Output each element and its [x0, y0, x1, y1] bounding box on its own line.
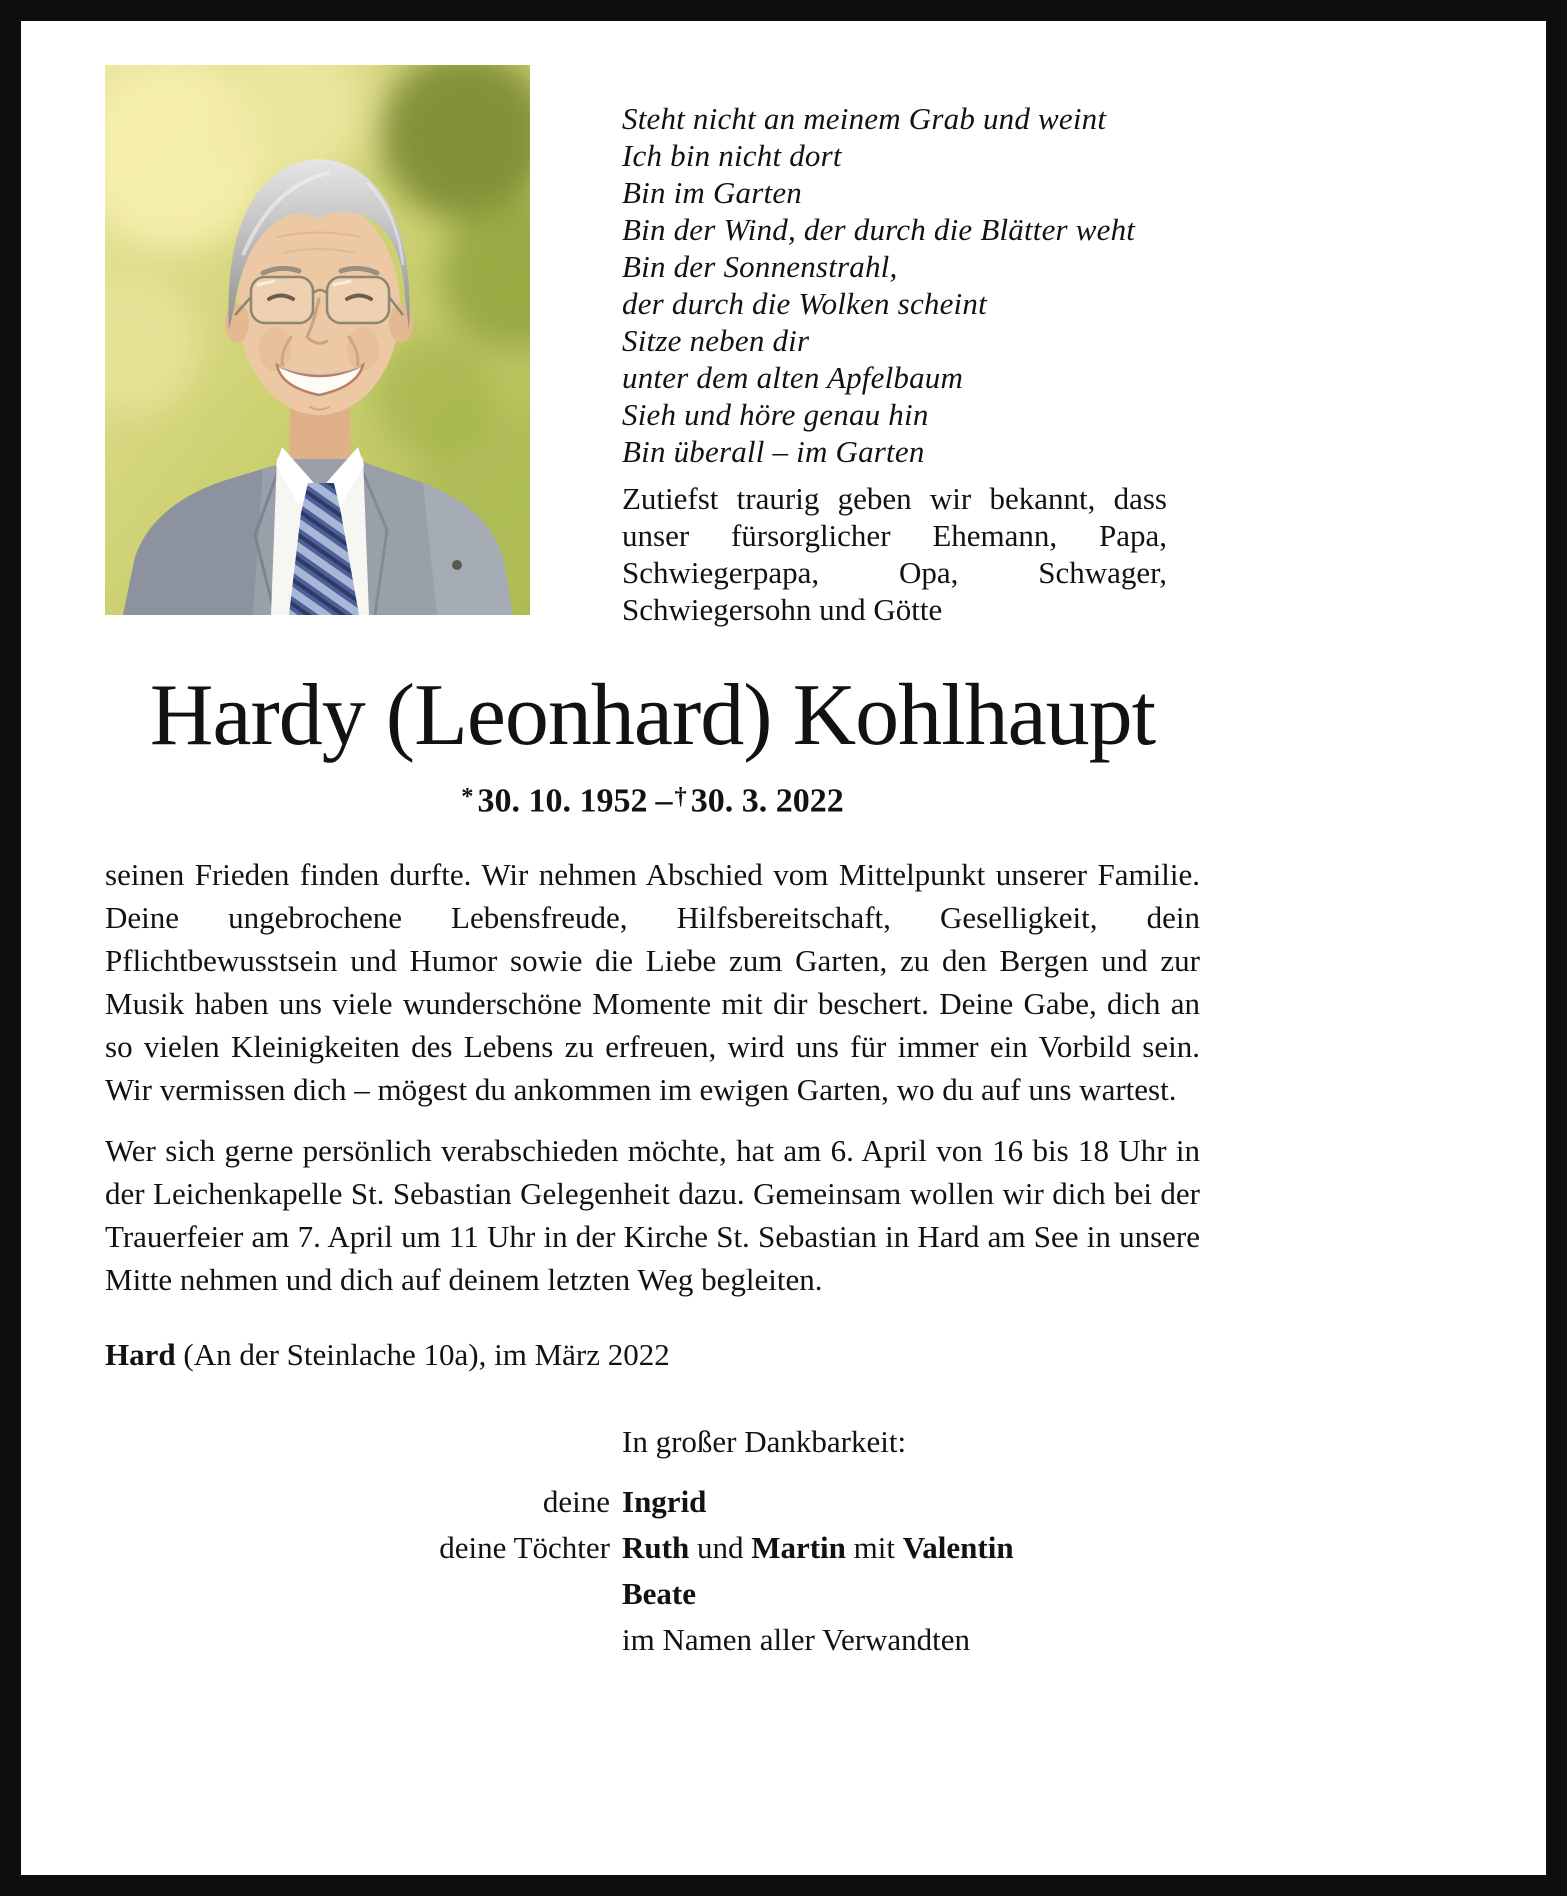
family-label	[105, 1617, 610, 1663]
announcement-text: Zutiefst traurig geben wir bekannt, dass unser fürsorglicher Ehemann, Papa, Schwiegerpapa, Opa, Schwager, Schwiegersohn und Götte	[622, 481, 1167, 627]
family-names	[622, 1617, 1200, 1663]
obituary-paragraph-2: Wer sich gerne persönlich verabschieden möchte, hat am 6. April von 16 bis 18 Uhr in der Leichenkapelle St. Sebastian Gelegenheit dazu. Gemeinsam wollen wir dich bei der Trauerfeier am 7. April um 11 Uhr in der Kirche St. Sebastian in Hard am See in unsere Mitte nehmen und dich auf deinem letzten Weg begleiten.	[105, 1133, 1200, 1298]
dates-separator: –	[655, 782, 673, 820]
poem-line: Bin im Garten	[622, 175, 802, 210]
life-dates	[105, 775, 1200, 823]
family-closing-line: im Namen aller Verwandten	[622, 1622, 971, 1658]
family-name: Martin	[751, 1530, 846, 1566]
location-rest: (An der Steinlache 10a), im März 2022	[175, 1337, 670, 1373]
family-names	[622, 1525, 1200, 1571]
family-names	[622, 1571, 1200, 1617]
family-row	[105, 1617, 1200, 1663]
portrait-photo-illustration	[105, 65, 530, 615]
family-names	[622, 1479, 1200, 1525]
poem-line: Bin überall – im Garten	[622, 434, 925, 469]
family-label	[105, 1571, 610, 1617]
death-symbol: †	[674, 782, 687, 810]
family-acknowledgements	[105, 1479, 1200, 1663]
family-row	[105, 1479, 1200, 1525]
family-row	[105, 1571, 1200, 1617]
top-section	[105, 65, 1200, 628]
poem-line: Sitze neben dir	[622, 323, 810, 358]
family-label: deine	[542, 1484, 610, 1520]
family-name: Beate	[622, 1576, 697, 1612]
death-date: 30. 3. 2022	[690, 782, 844, 820]
poem-line: der durch die Wolken scheint	[622, 286, 987, 321]
obituary-paragraph-1: seinen Frieden finden durfte. Wir nehmen Abschied vom Mittelpunkt unserer Familie. Deine ungebrochene Lebensfreude, Hilfsbereitschaft, Geselligkeit, dein Pflichtbewusstsein und Humor sowie die Liebe zum Garten, zu den Bergen und zur Musik haben uns viele wunderschöne Momente mit dir beschert. Deine Gabe, dich an so vielen Kleinigkeiten des Lebens zu erfreuen, wird uns für immer ein Vorbild sein. Wir vermissen dich – mögest du ankommen im ewigen Garten, wo du auf uns wartest.	[105, 857, 1200, 1108]
obituary-content	[105, 65, 1200, 1663]
gratitude-line: In großer Dankbarkeit:	[622, 1424, 907, 1460]
poem-line: Ich bin nicht dort	[622, 138, 842, 173]
poem-line: Sieh und höre genau hin	[622, 397, 929, 432]
birth-date: 30. 10. 1952	[477, 782, 648, 820]
poem-line: unter dem alten Apfelbaum	[622, 360, 964, 395]
deceased-name: Hardy (Leonhard) Kohlhaupt	[149, 667, 1156, 764]
memorial-poem	[622, 65, 1167, 470]
family-name: Ingrid	[622, 1484, 707, 1520]
portrait-photo	[105, 65, 530, 615]
birth-symbol: *	[461, 782, 474, 810]
poem-line: Steht nicht an meinem Grab und weint	[622, 101, 1107, 136]
location-line	[105, 1333, 1200, 1376]
right-column	[622, 65, 1167, 628]
family-separator: mit	[845, 1530, 903, 1566]
family-separator: und	[689, 1530, 752, 1566]
family-name: Valentin	[902, 1530, 1014, 1566]
location-name: Hard	[105, 1337, 176, 1373]
poem-line: Bin der Wind, der durch die Blätter weht	[622, 212, 1136, 247]
poem-line: Bin der Sonnenstrahl,	[622, 249, 898, 284]
family-name: Ruth	[622, 1530, 690, 1566]
family-row	[105, 1525, 1200, 1571]
family-label: deine Töchter	[439, 1530, 610, 1566]
